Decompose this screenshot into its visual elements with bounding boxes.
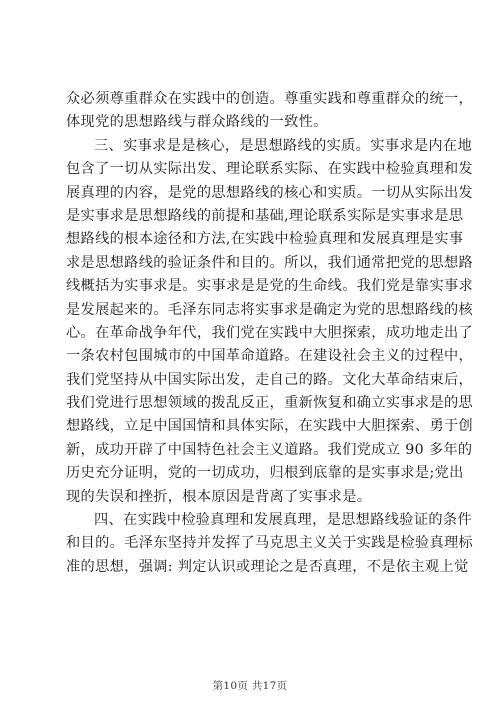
text-line: 是实事求是思想路线的前提和基础,理论联系实际是实事求是思	[66, 207, 464, 224]
text-line: 历史充分证明，党的一切成功，归根到底靠的是实事求是;党出	[66, 465, 464, 482]
text-line: 求是思想路线的验证条件和目的。所以，我们通常把党的思想路	[66, 254, 474, 271]
text-line: 众必须尊重群众在实践中的创造。尊重实践和尊重群众的统一，	[66, 91, 474, 107]
text-line: 和目的。毛泽东坚持并发挥了马克思主义关于实践是检验真理标	[66, 535, 474, 552]
text-line: 一条农村包围城市的中国革命道路。在建设社会主义的过程中，	[66, 348, 474, 365]
text-line: 是发展起来的。毛泽东同志将实事求是确定为党的思想路线的核	[66, 301, 474, 318]
text-line: 我们党进行思想领域的拨乱反正，重新恢复和确立实事求是的思	[66, 395, 474, 412]
text-line: 体现党的思想路线与群众路线的一致性。	[66, 114, 328, 131]
text-line: 新，成功开辟了中国特色社会主义道路。我们党成立 90 多年的	[66, 441, 473, 458]
text-line: 准的思想，强调: 判定认识或理论之是否真理，不是依主观上觉	[66, 558, 469, 575]
text-line: 想路线的根本途径和方法,在实践中检验真理和发展真理是实事	[66, 231, 464, 248]
text-line: 包含了一切从实际出发、理论联系实际、在实践中检验真理和发	[66, 161, 474, 178]
text-line: 心。在革命战争年代，我们党在实践中大胆探索，成功地走出了	[66, 324, 474, 341]
text-line: 四、在实践中检验真理和发展真理，是思想路线验证的条件	[94, 512, 472, 529]
text-line: 我们党坚持从中国实际出发，走自己的路。文化大革命结束后，	[66, 371, 474, 388]
text-line: 线概括为实事求是。实事求是是党的生命线。我们党是靠实事求	[66, 278, 474, 295]
page-number: 第10页 共17页	[212, 680, 288, 692]
text-line: 展真理的内容，是党的思想路线的核心和实质。一切从实际出发	[66, 184, 474, 201]
text-line: 三、实事求是是核心，是思想路线的实质。实事求是内在地	[94, 137, 472, 154]
body-text	[66, 88, 474, 579]
text-line: 想路线，立足中国国情和具体实际，在实践中大胆探索、勇于创	[66, 418, 474, 435]
text-line: 现的失误和挫折，根本原因是背离了实事求是。	[66, 488, 372, 505]
